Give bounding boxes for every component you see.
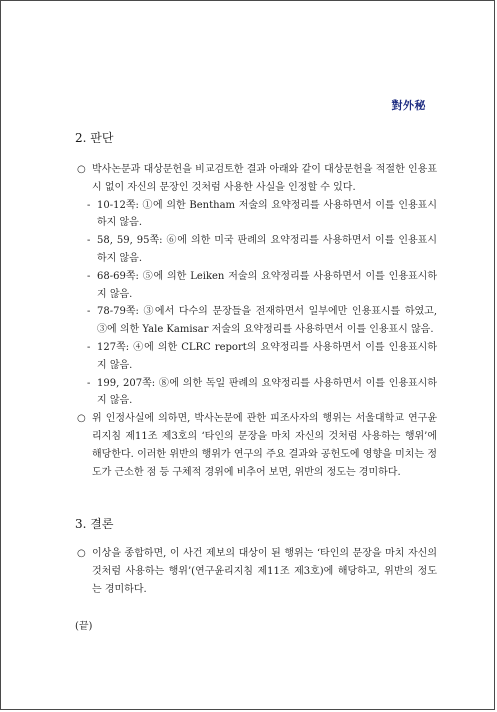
list-item	[77, 375, 437, 411]
dash-bullet-icon: -	[87, 306, 91, 318]
conclusion-section-body	[77, 545, 437, 598]
list-item-text: 58, 59, 95쪽: ⑥에 의한 미국 판례의 요약정리를 사용하면서 이를 인용표시하지 않음.	[97, 235, 437, 264]
dash-bullet-icon: -	[87, 235, 91, 247]
dash-bullet-icon: -	[87, 341, 91, 353]
list-item-text: 199, 207쪽: ⑧에 의한 독일 판례의 요약정리를 사용하면서 이를 인용표시하지 않음.	[97, 377, 437, 407]
circle-bullet-icon: ○	[77, 164, 86, 175]
classification-label: 對外秘	[391, 99, 426, 112]
list-item-text: 68-69쪽: ⑤에 의한 Leiken 저술의 요약정리를 사용하면서 이를 인용표시하지 않음.	[97, 270, 437, 300]
end-mark: (끝)	[75, 621, 93, 632]
dash-bullet-icon: -	[87, 270, 91, 282]
circle-bullet-icon: ○	[77, 413, 86, 425]
list-item	[77, 303, 437, 339]
dash-bullet-icon: -	[87, 377, 91, 389]
circle-bullet-icon: ○	[77, 548, 86, 559]
judgment-intro-text: 박사논문과 대상문헌을 비교검토한 결과 아래와 같이 대상문헌을 적절한 인용표시 없이 자신의 문장인 것처럼 사용한 사실을 인정할 수 있다.	[92, 164, 437, 193]
list-item-text: 78-79쪽: ③에서 다수의 문장들을 전재하면서 일부에만 인용표시를 하였고, ③에 의한 Yale Kamisar 저술의 요약정리를 사용하면서 이를 인용표시 않음.	[97, 306, 437, 336]
list-item	[77, 339, 437, 375]
judgment-conclusion-text: 위 인정사실에 의하면, 박사논문에 관한 피조사자의 행위는 서울대학교 연구윤리지침 제11조 제3호의 ‘타인의 문장을 마치 자신의 것처럼 사용하는 행위’에 해당한다. 이러한 위반의 행위가 연구의 주요 결과와 공헌도에 영향을 미치는 정도가 근소한 점 등 구체적 경위에 비추어 보면, 위반의 정도는 경미하다.	[92, 413, 437, 478]
conclusion-text: 이상을 종합하면, 이 사건 제보의 대상이 된 행위는 ‘타인의 문장을 마치 자신의 것처럼 사용하는 행위’(연구윤리지침 제11조 제3호)에 해당하고, 위반의 정도는 경미하다.	[92, 548, 437, 595]
judgment-intro-paragraph	[77, 161, 437, 197]
list-item	[77, 268, 437, 304]
section-heading-conclusion: 3. 결론	[75, 517, 114, 531]
list-item	[77, 197, 437, 233]
list-item-text: 10-12쪽: ①에 의한 Bentham 저술의 요약정리를 사용하면서 이를 인용표시하지 않음.	[97, 199, 437, 229]
list-item-text: 127쪽: ④에 의한 CLRC report의 요약정리를 사용하면서 이를 인용표시하지 않음.	[97, 341, 437, 371]
conclusion-paragraph	[77, 545, 437, 598]
judgment-section-body	[77, 161, 437, 481]
dash-bullet-icon: -	[87, 199, 91, 211]
section-heading-judgment: 2. 판단	[75, 131, 114, 145]
list-item	[77, 232, 437, 268]
judgment-conclusion-paragraph	[77, 410, 437, 481]
